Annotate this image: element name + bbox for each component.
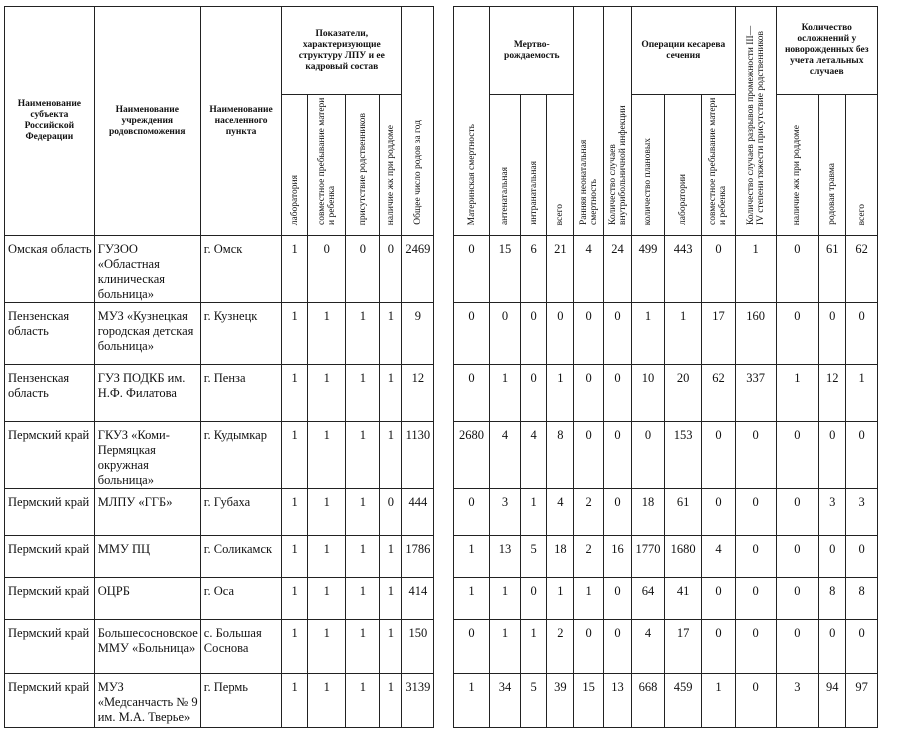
col-comp-icu-header xyxy=(776,95,819,236)
value-cell: 0 xyxy=(846,620,878,674)
birth-trauma-label: родовая травма xyxy=(827,163,838,225)
laboratory-label: лаборатория xyxy=(289,174,300,225)
value-cell: 0 xyxy=(702,489,735,536)
col-antenatal-header xyxy=(490,95,521,236)
value-cell: 459 xyxy=(664,674,701,728)
value-cell: 499 xyxy=(632,236,665,303)
locality-cell: г. Кузнецк xyxy=(200,303,282,365)
value-cell: 15 xyxy=(574,674,604,728)
col-comp-total-header xyxy=(846,95,878,236)
value-cell: 0 xyxy=(735,620,776,674)
value-cell: 1 xyxy=(776,365,819,422)
value-cell: 1770 xyxy=(632,536,665,578)
value-cell: 0 xyxy=(735,536,776,578)
value-cell: 1 xyxy=(282,674,308,728)
value-cell: 62 xyxy=(702,365,735,422)
icu-label: наличие жк при роддоме xyxy=(385,124,396,225)
antenatal-label: антенатальная xyxy=(500,166,511,225)
value-cell: 0 xyxy=(776,620,819,674)
value-cell: 0 xyxy=(702,236,735,303)
value-cell: 1 xyxy=(490,620,521,674)
value-cell: 0 xyxy=(702,422,735,489)
col-total-births-header xyxy=(402,7,434,236)
column-gap xyxy=(434,303,453,365)
value-cell: 1 xyxy=(490,365,521,422)
value-cell: 0 xyxy=(735,422,776,489)
value-cell: 1 xyxy=(346,620,380,674)
col-perineal-ruptures-header xyxy=(735,7,776,236)
value-cell: 1 xyxy=(453,536,489,578)
col-intranatal-header xyxy=(520,95,547,236)
joint-stay-label: совместное пребывание матери и ребенка xyxy=(316,97,337,225)
value-cell: 0 xyxy=(735,674,776,728)
col-subject-header: Наименование субъекта Российской Федерации xyxy=(5,7,95,236)
value-cell: 0 xyxy=(574,422,604,489)
value-cell: 3139 xyxy=(402,674,434,728)
institution-cell: МЛПУ «ГГБ» xyxy=(94,489,200,536)
table-row xyxy=(5,236,900,303)
value-cell: 0 xyxy=(346,236,380,303)
value-cell: 0 xyxy=(702,620,735,674)
value-cell: 12 xyxy=(402,365,434,422)
value-cell: 5 xyxy=(520,536,547,578)
table-row xyxy=(5,578,900,620)
value-cell: 1 xyxy=(453,578,489,620)
column-gap xyxy=(434,365,453,422)
maternity-statistics-table xyxy=(4,6,900,728)
value-cell: 1 xyxy=(282,536,308,578)
value-cell: 3 xyxy=(776,674,819,728)
value-cell: 1 xyxy=(282,489,308,536)
value-cell: 0 xyxy=(735,578,776,620)
locality-cell: г. Пенза xyxy=(200,365,282,422)
value-cell: 1 xyxy=(307,578,345,620)
institution-cell: ГУЗОО «Областная клиническая больница» xyxy=(94,236,200,303)
value-cell: 1 xyxy=(307,620,345,674)
institution-cell: ГКУЗ «Коми-Пермяцкая окружная больница» xyxy=(94,422,200,489)
value-cell: 1 xyxy=(846,365,878,422)
column-gap xyxy=(434,620,453,674)
column-gap xyxy=(434,236,453,303)
value-cell: 337 xyxy=(735,365,776,422)
col-cs-planned-header xyxy=(632,95,665,236)
institution-cell: МУЗ «Кузнецкая городская детская больница» xyxy=(94,303,200,365)
value-cell: 1 xyxy=(346,536,380,578)
value-cell: 1 xyxy=(520,620,547,674)
cs-joint-stay-label: совместное пребывание матери и ребенка xyxy=(708,97,729,225)
value-cell: 8 xyxy=(846,578,878,620)
column-gap xyxy=(434,536,453,578)
institution-cell: МУЗ «Медсанчасть № 9 им. М.А. Тверье» xyxy=(94,674,200,728)
value-cell: 1 xyxy=(307,674,345,728)
stillbirth-group-header: Мертво-рождаемость xyxy=(490,7,574,95)
cs-planned-label: количество плановых xyxy=(642,137,653,225)
table-row xyxy=(5,674,900,728)
value-cell: 0 xyxy=(604,489,632,536)
value-cell: 0 xyxy=(819,422,846,489)
value-cell: 1 xyxy=(574,578,604,620)
locality-cell: г. Кудымкар xyxy=(200,422,282,489)
value-cell: 0 xyxy=(735,489,776,536)
comp-icu-label: наличие жк при роддоме xyxy=(792,124,803,225)
value-cell: 12 xyxy=(819,365,846,422)
value-cell: 0 xyxy=(846,303,878,365)
value-cell: 20 xyxy=(664,365,701,422)
value-cell: 1 xyxy=(282,578,308,620)
value-cell: 0 xyxy=(490,303,521,365)
institution-cell: ММУ ПЦ xyxy=(94,536,200,578)
value-cell: 0 xyxy=(776,422,819,489)
value-cell: 3 xyxy=(819,489,846,536)
value-cell: 16 xyxy=(604,536,632,578)
value-cell: 0 xyxy=(604,620,632,674)
value-cell: 2469 xyxy=(402,236,434,303)
table-row xyxy=(5,365,900,422)
value-cell: 1 xyxy=(380,365,402,422)
value-cell: 414 xyxy=(402,578,434,620)
value-cell: 1 xyxy=(380,422,402,489)
value-cell: 9 xyxy=(402,303,434,365)
table-row xyxy=(5,303,900,365)
value-cell: 1 xyxy=(307,489,345,536)
value-cell: 4 xyxy=(520,422,547,489)
locality-cell: г. Губаха xyxy=(200,489,282,536)
value-cell: 0 xyxy=(776,236,819,303)
value-cell: 34 xyxy=(490,674,521,728)
value-cell: 97 xyxy=(846,674,878,728)
value-cell: 2 xyxy=(574,536,604,578)
value-cell: 3 xyxy=(846,489,878,536)
column-gap xyxy=(434,422,453,489)
locality-cell: с. Большая Соснова xyxy=(200,620,282,674)
locality-cell: г. Омск xyxy=(200,236,282,303)
subject-cell: Пермский край xyxy=(5,422,95,489)
table-row xyxy=(5,489,900,536)
col-infections-header xyxy=(604,7,632,236)
institution-cell: ОЦРБ xyxy=(94,578,200,620)
value-cell: 6 xyxy=(520,236,547,303)
structure-group-header: Показатели, характеризующие структуру ЛПУ и ее кадровый состав xyxy=(282,7,402,95)
value-cell: 1 xyxy=(664,303,701,365)
col-stillbirth-total-header xyxy=(547,95,574,236)
value-cell: 1 xyxy=(307,365,345,422)
col-cs-laboratory-header xyxy=(664,95,701,236)
table-row xyxy=(5,422,900,489)
value-cell: 2680 xyxy=(453,422,489,489)
value-cell: 1 xyxy=(380,578,402,620)
table-row xyxy=(5,536,900,578)
value-cell: 1 xyxy=(282,303,308,365)
col-relatives-header xyxy=(346,95,380,236)
value-cell: 0 xyxy=(307,236,345,303)
comp-total-label: всего xyxy=(856,203,867,225)
value-cell: 1 xyxy=(632,303,665,365)
value-cell: 1 xyxy=(282,422,308,489)
value-cell: 0 xyxy=(776,303,819,365)
value-cell: 17 xyxy=(702,303,735,365)
value-cell: 1 xyxy=(380,674,402,728)
value-cell: 0 xyxy=(776,536,819,578)
value-cell: 1 xyxy=(520,489,547,536)
value-cell: 8 xyxy=(547,422,574,489)
cesarean-group-header: Операции кесарева сечения xyxy=(632,7,736,95)
col-institution-header: Наименование учреждения родовспоможения xyxy=(94,7,200,236)
table-row xyxy=(5,620,900,674)
value-cell: 39 xyxy=(547,674,574,728)
value-cell: 153 xyxy=(664,422,701,489)
subject-cell: Пермский край xyxy=(5,674,95,728)
value-cell: 15 xyxy=(490,236,521,303)
col-icu-header xyxy=(380,95,402,236)
value-cell: 1 xyxy=(282,365,308,422)
value-cell: 1 xyxy=(735,236,776,303)
value-cell: 1 xyxy=(490,578,521,620)
column-gap xyxy=(434,578,453,620)
value-cell: 0 xyxy=(819,303,846,365)
column-gap xyxy=(434,489,453,536)
value-cell: 5 xyxy=(520,674,547,728)
value-cell: 1130 xyxy=(402,422,434,489)
value-cell: 0 xyxy=(604,365,632,422)
value-cell: 444 xyxy=(402,489,434,536)
value-cell: 0 xyxy=(380,489,402,536)
value-cell: 1 xyxy=(307,536,345,578)
value-cell: 443 xyxy=(664,236,701,303)
value-cell: 4 xyxy=(632,620,665,674)
intranatal-label: интранатальная xyxy=(528,161,539,225)
value-cell: 0 xyxy=(520,578,547,620)
subject-cell: Пензенская область xyxy=(5,365,95,422)
value-cell: 94 xyxy=(819,674,846,728)
value-cell: 0 xyxy=(574,303,604,365)
value-cell: 0 xyxy=(776,578,819,620)
value-cell: 1 xyxy=(346,422,380,489)
value-cell: 0 xyxy=(819,620,846,674)
perineal-ruptures-label: Количество случаев разрывов промежности III—IV степени тяжести присутствие родственников xyxy=(745,25,766,225)
value-cell: 1 xyxy=(346,578,380,620)
value-cell: 1 xyxy=(346,674,380,728)
value-cell: 0 xyxy=(453,489,489,536)
value-cell: 1 xyxy=(547,365,574,422)
value-cell: 21 xyxy=(547,236,574,303)
value-cell: 2 xyxy=(574,489,604,536)
column-gap xyxy=(434,7,453,236)
value-cell: 0 xyxy=(574,620,604,674)
col-laboratory-header xyxy=(282,95,308,236)
institution-cell: Большесосновское ММУ «Больница» xyxy=(94,620,200,674)
locality-cell: г. Пермь xyxy=(200,674,282,728)
value-cell: 1 xyxy=(380,536,402,578)
value-cell: 13 xyxy=(490,536,521,578)
value-cell: 61 xyxy=(819,236,846,303)
value-cell: 0 xyxy=(604,422,632,489)
value-cell: 0 xyxy=(604,578,632,620)
subject-cell: Пермский край xyxy=(5,578,95,620)
locality-cell: г. Оса xyxy=(200,578,282,620)
value-cell: 1 xyxy=(282,236,308,303)
value-cell: 0 xyxy=(453,236,489,303)
table-body xyxy=(5,236,900,728)
value-cell: 17 xyxy=(664,620,701,674)
value-cell: 41 xyxy=(664,578,701,620)
value-cell: 0 xyxy=(846,422,878,489)
value-cell: 1 xyxy=(307,422,345,489)
value-cell: 160 xyxy=(735,303,776,365)
subject-cell: Омская область xyxy=(5,236,95,303)
locality-cell: г. Соликамск xyxy=(200,536,282,578)
value-cell: 1 xyxy=(453,674,489,728)
value-cell: 0 xyxy=(547,303,574,365)
value-cell: 150 xyxy=(402,620,434,674)
value-cell: 1 xyxy=(380,303,402,365)
value-cell: 1 xyxy=(307,303,345,365)
subject-cell: Пермский край xyxy=(5,536,95,578)
value-cell: 64 xyxy=(632,578,665,620)
subject-cell: Пермский край xyxy=(5,620,95,674)
value-cell: 0 xyxy=(776,489,819,536)
value-cell: 1 xyxy=(346,365,380,422)
value-cell: 18 xyxy=(632,489,665,536)
subject-cell: Пензенская область xyxy=(5,303,95,365)
value-cell: 1 xyxy=(346,303,380,365)
value-cell: 0 xyxy=(453,303,489,365)
col-locality-header: Наименование населенного пункта xyxy=(200,7,282,236)
value-cell: 1786 xyxy=(402,536,434,578)
value-cell: 0 xyxy=(846,536,878,578)
value-cell: 0 xyxy=(520,303,547,365)
value-cell: 10 xyxy=(632,365,665,422)
value-cell: 2 xyxy=(547,620,574,674)
value-cell: 61 xyxy=(664,489,701,536)
value-cell: 0 xyxy=(453,620,489,674)
value-cell: 8 xyxy=(819,578,846,620)
value-cell: 0 xyxy=(574,365,604,422)
value-cell: 3 xyxy=(490,489,521,536)
complications-group-header: Количество осложнений у новорожденных без учета летальных случаев xyxy=(776,7,877,95)
col-early-neonatal-header xyxy=(574,7,604,236)
value-cell: 4 xyxy=(702,536,735,578)
col-joint-stay-header xyxy=(307,95,345,236)
value-cell: 13 xyxy=(604,674,632,728)
value-cell: 1 xyxy=(282,620,308,674)
value-cell: 668 xyxy=(632,674,665,728)
value-cell: 1680 xyxy=(664,536,701,578)
value-cell: 0 xyxy=(819,536,846,578)
col-birth-trauma-header xyxy=(819,95,846,236)
value-cell: 0 xyxy=(632,422,665,489)
total-births-label: Общее число родов за год xyxy=(412,120,423,225)
subject-cell: Пермский край xyxy=(5,489,95,536)
institution-cell: ГУЗ ПОДКБ им. Н.Ф. Филатова xyxy=(94,365,200,422)
col-cs-joint-stay-header xyxy=(702,95,735,236)
value-cell: 1 xyxy=(547,578,574,620)
value-cell: 24 xyxy=(604,236,632,303)
value-cell: 1 xyxy=(702,674,735,728)
value-cell: 0 xyxy=(380,236,402,303)
value-cell: 0 xyxy=(604,303,632,365)
value-cell: 4 xyxy=(547,489,574,536)
value-cell: 0 xyxy=(453,365,489,422)
column-gap xyxy=(434,674,453,728)
value-cell: 18 xyxy=(547,536,574,578)
value-cell: 0 xyxy=(520,365,547,422)
value-cell: 4 xyxy=(574,236,604,303)
value-cell: 4 xyxy=(490,422,521,489)
early-neonatal-label: Ранняя неонатальная смертность xyxy=(578,139,599,225)
value-cell: 1 xyxy=(380,620,402,674)
relatives-label: присутствие родственников xyxy=(357,112,368,225)
value-cell: 1 xyxy=(346,489,380,536)
value-cell: 0 xyxy=(702,578,735,620)
maternal-mortality-label: Материнская смертность xyxy=(466,123,477,225)
value-cell: 62 xyxy=(846,236,878,303)
col-maternal-mortality-header xyxy=(453,7,489,236)
infections-label: Количество случаев внутрибольничной инфекции xyxy=(607,105,628,225)
cs-laboratory-label: лаборатории xyxy=(678,174,689,225)
stillbirth-total-label: всего xyxy=(555,203,566,225)
